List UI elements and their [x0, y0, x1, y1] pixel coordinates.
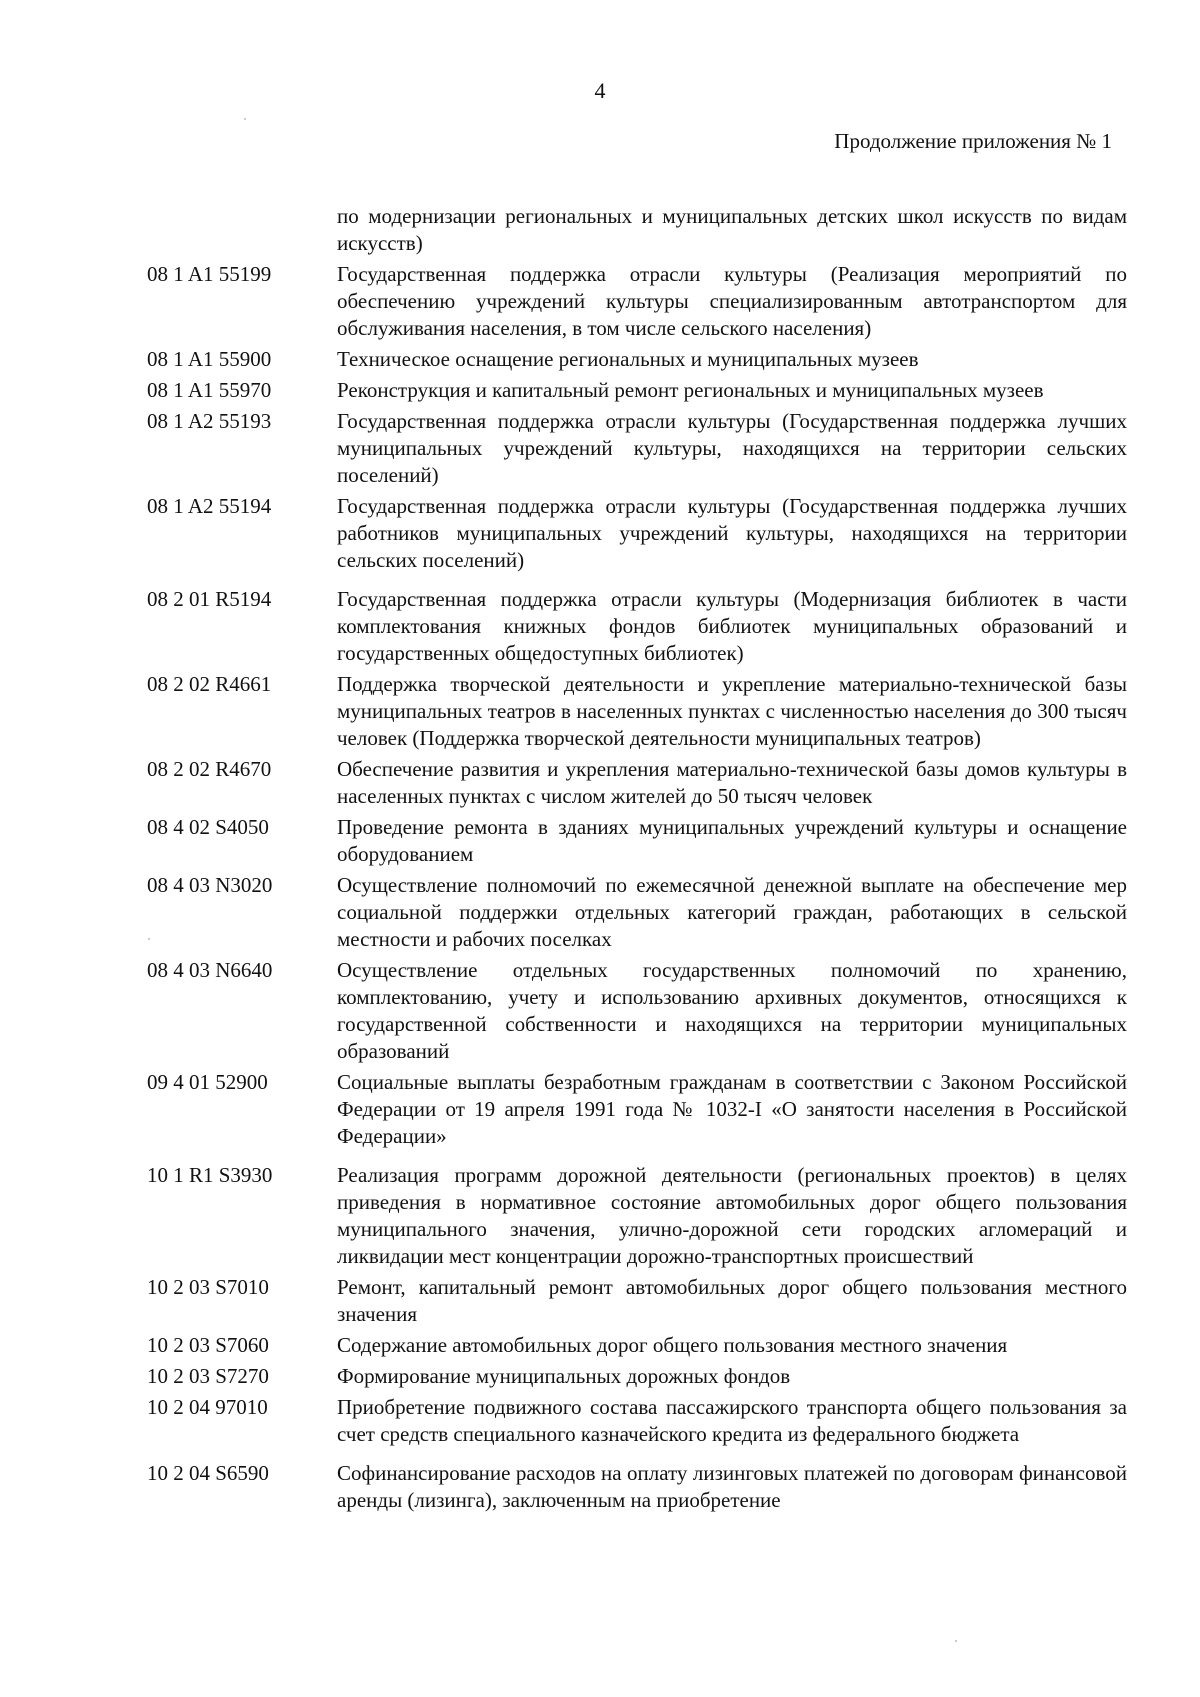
budget-code: 09 4 01 52900	[147, 1070, 268, 1094]
list-item	[147, 346, 1127, 373]
code-description: Обеспечение развития и укрепления материально-технической базы домов культуры в населенных пунктах с числом жителей до 50 тысяч человек	[337, 757, 1127, 808]
budget-code: 08 1 A2 55194	[147, 494, 272, 518]
budget-code-list	[147, 203, 1127, 1514]
budget-code: 10 2 03 S7060	[147, 1333, 269, 1357]
list-item	[147, 1274, 1127, 1328]
code-description: Государственная поддержка отрасли культуры (Государственная поддержка лучших работников муниципальных учреждений культуры, находящихся на территории сельских поселений)	[337, 494, 1127, 572]
budget-code: 10 2 04 S6590	[147, 1461, 269, 1485]
code-description: Ремонт, капитальный ремонт автомобильных дорог общего пользования местного значения	[337, 1275, 1127, 1326]
code-description: Государственная поддержка отрасли культуры (Реализация мероприятий по обеспечению учреждений культуры специализированным автотранспортом для обслуживания населения, в том числе сельского населения)	[337, 262, 1127, 340]
budget-code: 08 1 A1 55900	[147, 347, 272, 371]
code-description: Осуществление полномочий по ежемесячной денежной выплате на обеспечение мер социальной поддержки отдельных категорий граждан, работающих в сельской местности и рабочих поселках	[337, 873, 1127, 951]
budget-code: 10 1 R1 S3930	[147, 1163, 273, 1187]
code-description: Государственная поддержка отрасли культуры (Государственная поддержка лучших муниципальных учреждений культуры, находящихся на территории сельских поселений)	[337, 409, 1127, 487]
code-description: по модернизации региональных и муниципальных детских школ искусств по видам искусств)	[337, 204, 1127, 255]
list-item	[147, 1162, 1127, 1270]
list-item	[147, 1394, 1127, 1448]
page-number: 4	[594, 78, 606, 103]
code-description: Содержание автомобильных дорог общего пользования местного значения	[337, 1333, 1008, 1357]
budget-code: 10 2 04 97010	[147, 1395, 268, 1419]
code-description: Социальные выплаты безработным гражданам в соответствии с Законом Российской Федерации от 19 апреля 1991 года № 1032-I «О занятости населения в Российской Федерации»	[337, 1070, 1127, 1148]
list-item	[147, 493, 1127, 574]
code-description: Реализация программ дорожной деятельности (региональных проектов) в целях приведения в нормативное состояние автомобильных дорог общего пользования муниципального значения, улично-дорожной сети городских агломераций и ликвидации мест концентрации дорожно-транспортных происшествий	[337, 1163, 1127, 1268]
list-item	[147, 377, 1127, 404]
budget-code: 08 2 02 R4661	[147, 672, 272, 696]
scan-speck	[244, 118, 246, 120]
list-item	[147, 671, 1127, 752]
budget-code: 08 2 02 R4670	[147, 757, 272, 781]
budget-code: 08 4 03 N6640	[147, 958, 273, 982]
code-description: Государственная поддержка отрасли культуры (Модернизация библиотек в части комплектования книжных фондов библиотек муниципальных образований и государственных общедоступных библиотек)	[337, 587, 1127, 665]
list-item	[147, 1332, 1127, 1359]
list-item	[147, 586, 1127, 667]
list-item	[147, 408, 1127, 489]
list-item	[147, 203, 1127, 257]
list-item	[147, 261, 1127, 342]
budget-code: 10 2 03 S7010	[147, 1275, 269, 1299]
list-item	[147, 756, 1127, 810]
list-item	[147, 1363, 1127, 1390]
code-description: Поддержка творческой деятельности и укрепление материально-технической базы муниципальных театров в населенных пунктах с численностью населения до 300 тысяч человек (Поддержка творческой деятельности муниципальных театров)	[337, 672, 1127, 750]
budget-code: 08 4 02 S4050	[147, 815, 269, 839]
scan-speck	[148, 938, 150, 940]
list-item	[147, 1069, 1127, 1150]
list-item	[147, 872, 1127, 953]
code-description: Формирование муниципальных дорожных фондов	[337, 1364, 791, 1388]
list-item	[147, 1460, 1127, 1514]
code-description: Техническое оснащение региональных и муниципальных музеев	[337, 347, 919, 371]
scan-speck	[955, 1640, 957, 1642]
budget-code: 08 1 A2 55193	[147, 409, 272, 433]
budget-code: 08 4 03 N3020	[147, 873, 273, 897]
code-description: Приобретение подвижного состава пассажирского транспорта общего пользования за счет средств специального казначейского кредита из федерального бюджета	[337, 1395, 1127, 1446]
budget-code: 08 1 A1 55970	[147, 378, 272, 402]
code-description: Проведение ремонта в зданиях муниципальных учреждений культуры и оснащение оборудованием	[337, 815, 1127, 866]
code-description: Софинансирование расходов на оплату лизинговых платежей по договорам финансовой аренды (лизинга), заключенным на приобретение	[337, 1461, 1127, 1512]
list-item	[147, 814, 1127, 868]
code-description: Реконструкция и капитальный ремонт региональных и муниципальных музеев	[337, 378, 1044, 402]
budget-code: 08 2 01 R5194	[147, 587, 272, 611]
appendix-continuation-title: Продолжение приложения № 1	[834, 129, 1112, 153]
budget-code: 08 1 A1 55199	[147, 262, 272, 286]
budget-code: 10 2 03 S7270	[147, 1364, 269, 1388]
code-description: Осуществление отдельных государственных полномочий по хранению, комплектованию, учету и использованию архивных документов, относящихся к государственной собственности и находящихся на территории муниципальных образований	[337, 958, 1127, 1063]
list-item	[147, 957, 1127, 1065]
